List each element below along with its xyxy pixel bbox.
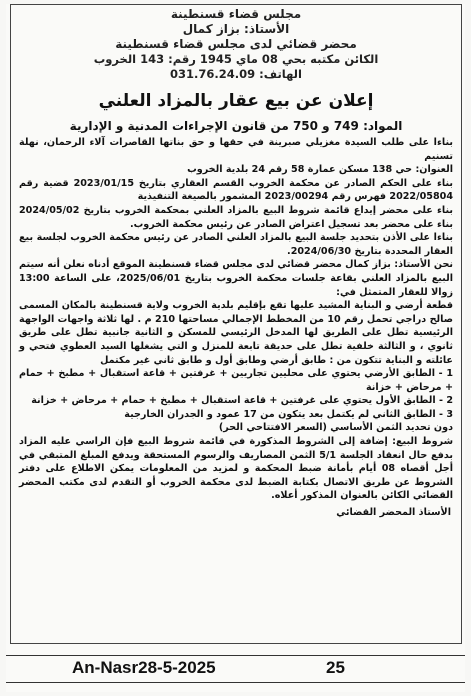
notice-body: [19, 136, 453, 503]
bailiff-title: محضر قضائي لدى مجلس قضاء قسنطينة: [115, 37, 357, 51]
paragraph-property: قطعة أرضي و البناية المشيد عليها تقع بإقليم بلدية الخروب ولاية قسنطينة بالمكان المسمى صالح دراجي تحمل رقم 10 من المخطط الإجمالي مساحتها 210 م . لها ثلاثة واجهات الواجهة الرئيسية تطل على الطريق لها المدخل الرئيسي للمسكن و الثانية جانبية تطل على طريق ثانوي ، و الثالثة خلفية تطل على حديقة تابعة للمنزل و التي يشغلها السيد العطوي فتحي و عائلته و البناية تتكون من : طابق أرضي وطابق أول و طابق ثاني غير مكتمل: [19, 300, 453, 366]
paragraph-first-floor: 2 - الطابق الأول يحتوي على غرفتين + قاعة استقبال + مطبخ + حمام + مرحاض + خزانة: [31, 395, 453, 407]
office-address: الكائن مكتبه بحي 08 ماي 1945 رقم: 143 الخروب: [93, 52, 379, 66]
council-name: مجلس قضاء قسنطينة: [170, 7, 302, 21]
page-number: 25: [326, 658, 345, 677]
notice-title: إعلان عن بيع عقار بالمزاد العلني: [98, 91, 374, 111]
paragraph-conditions: شروط البيع: إضافة إلى الشروط المذكورة في قائمة شروط البيع فإن الراسي عليه المزاد بدفع حال انعقاد الجلسة 5/1 الثمن المصاريف والرسوم المستحقة ويدفع المبلغ المتبقي في أجل أقصاه 08 أيام بأمانة ضبط المحكمة و لمزيد من المعلومات يمكن الاطلاع على دفتر الشروط عن طريق الاتصال بكتابة الضبط لدى محكمة الخروب أو التقدم لدى مكتب المحضر القضائي الكائن بالعنوان المذكور أعلاه.: [19, 436, 453, 502]
paragraph-second-floor: 3 - الطابق الثاني لم يكتمل بعد يتكون من 17 عمود و الجدران الخارجية: [124, 408, 453, 420]
publication-date: An-Nasr28-5-2025: [72, 658, 216, 677]
paragraph-applicant: بناءا على طلب السيدة مغزيلي صبرينة في حقها و حق بناتها القاصرات آلاء الرحمان، نهلة تسنيم: [19, 137, 453, 162]
paragraph-permission: بناءا على الأذن بتحديد جلسة البيع بالمزاد العلني الصادر عن رئيس محكمة الخروب لجلسة بيع العقار المحددة بتاريخ 2024/06/30.: [19, 232, 453, 257]
paragraph-announcement: نحن الأستاذ: بزاز كمال محضر قضائي لدى مجلس قضاء قسنطينة الموقع أدناه نعلن أنه سيتم البيع بالمزاد العلني بقاعة جلسات محكمة الخروب بتاريخ 2025/06/01، على الساعة 13:00 زوالا للعقار المتمثل في:: [19, 259, 453, 298]
bailiff-name: الأستاذ: بزاز كمال: [182, 22, 290, 36]
paragraph-base-price: دون تحديد الثمن الأساسي (السعر الافتتاحي الحر): [218, 422, 453, 434]
paragraph-judgment: بناء على الحكم الصادر عن محكمة الخروب القسم العقاري بتاريخ 2023/01/15 قضية رقم 2022/05804 فهرس رقم 2023/00294 المشمور بالصيغة التنفيذية: [19, 177, 453, 203]
signature: الأستاذ المحضر القضائي: [336, 507, 451, 519]
newspaper-page: [6, 4, 465, 692]
paragraph-deposit: بناء على محضر إيداع قائمة شروط البيع بالمزاد العلني بمحكمة الخروب بتاريخ 2024/05/02 بناء على محضر بعد تسجيل اعتراض الصادر عن رئيس محكمة الخروب.: [19, 204, 453, 230]
office-phone: الهاتف: 031.76.24.09: [170, 67, 302, 81]
paragraph-address: العنوان: حي 138 مسكن عمارة 58 رقم 24 بلدية الخروب: [187, 164, 453, 176]
page-footer: [6, 655, 465, 683]
paragraph-ground-floor: 1 - الطابق الأرضي يحتوي على محليين تجاريين + غرفتين + قاعة استقبال + مطبخ + حمام + مرحاض + خزانة: [19, 368, 453, 393]
legal-articles: المواد: 749 و 750 من قانون الإجراءات المدنية و الإدارية: [69, 119, 403, 133]
notice-header: [19, 7, 453, 82]
auction-notice: [10, 4, 462, 644]
